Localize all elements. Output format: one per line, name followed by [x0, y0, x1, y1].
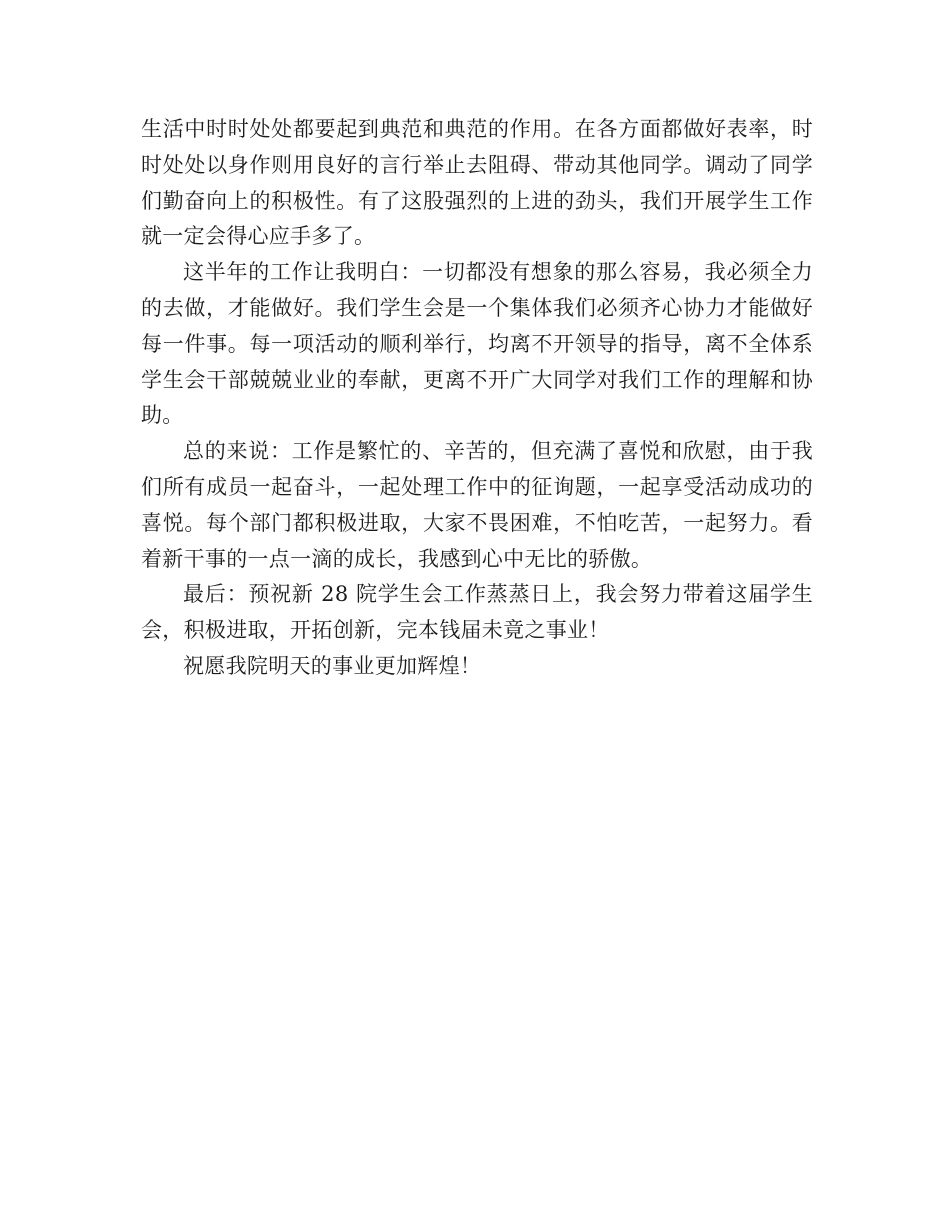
paragraph-5: 祝愿我院明天的事业更加辉煌！ — [183, 653, 482, 678]
paragraph-3: 总的来说：工作是繁忙的、辛苦的，但充满了喜悦和欣慰，由于我们所有成员一起奋斗，一起处理工作中的征询题，一起享受活动成功的喜悦。每个部门都积极进取，大家不畏困难，不怕吃苦，一起努力。看着新干事的一点一滴的成长，我感到心中无比的骄傲。 — [141, 439, 813, 571]
paragraph-1: 生活中时时处处都要起到典范和典范的作用。在各方面都做好表率，时时处处以身作则用良好的言行举止去阻碍、带动其他同学。调动了同学们勤奋向上的积极性。有了这股强烈的上进的劲头，我们开展学生工作就一定会得心应手多了。 — [141, 117, 813, 249]
document-body — [141, 112, 813, 685]
paragraph-2: 这半年的工作让我明白：一切都没有想象的那么容易，我必须全力的去做，才能做好。我们学生会是一个集体我们必须齐心协力才能做好每一件事。每一项活动的顺利举行，均离不开领导的指导，离不全体系学生会干部兢兢业业的奉献，更离不开广大同学对我们工作的理解和协助。 — [141, 260, 813, 428]
paragraph-4: 最后：预祝新 28 院学生会工作蒸蒸日上，我会努力带着这届学生会，积极进取，开拓创新，完本钱届未竟之事业！ — [141, 582, 813, 643]
